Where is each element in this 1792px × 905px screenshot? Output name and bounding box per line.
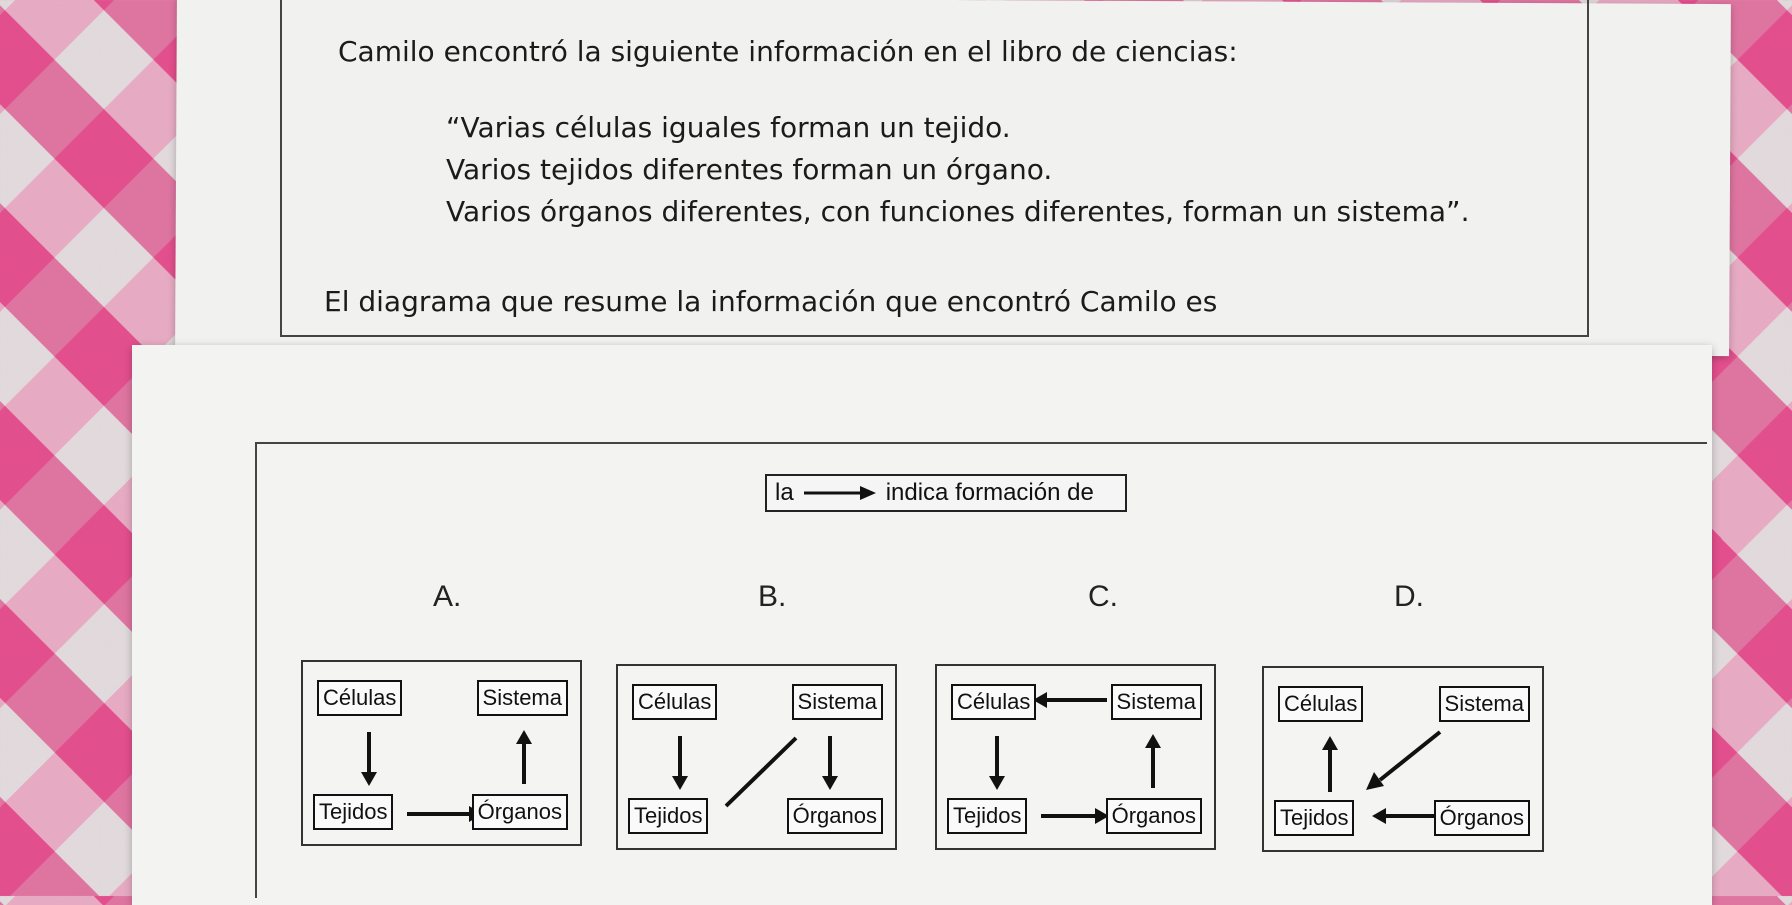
quote-line: Varios tejidos diferentes forman un órgano. (446, 153, 1053, 186)
quote-block (446, 110, 1469, 236)
node-sistema: Sistema (1111, 684, 1202, 720)
node-celulas: Células (1278, 686, 1363, 722)
diagram-option-a[interactable] (301, 660, 582, 846)
question-intro: Camilo encontró la siguiente información en el libro de ciencias: (338, 35, 1238, 68)
node-sistema: Sistema (792, 684, 883, 720)
diagram-option-d[interactable] (1262, 666, 1544, 852)
node-celulas: Células (951, 684, 1036, 720)
diagram-option-c[interactable] (935, 664, 1216, 850)
option-b-letter[interactable]: B. (758, 580, 787, 613)
question-prompt: El diagrama que resume la información que encontró Camilo es (324, 285, 1218, 318)
option-c-letter[interactable]: C. (1088, 580, 1118, 613)
legend-text: indica formación de (885, 479, 1094, 506)
node-organos: Órganos (1106, 798, 1202, 834)
node-tejidos: Tejidos (1274, 800, 1354, 836)
arrow-right-icon (804, 483, 876, 503)
node-organos: Órganos (1434, 800, 1530, 836)
option-d-letter[interactable]: D. (1394, 580, 1424, 613)
node-celulas: Células (632, 684, 717, 720)
node-organos: Órganos (787, 798, 883, 834)
node-organos: Órganos (472, 794, 568, 830)
quote-line: Varios órganos diferentes, con funciones diferentes, forman un sistema”. (446, 195, 1470, 228)
node-tejidos: Tejidos (313, 794, 393, 830)
node-sistema: Sistema (1439, 686, 1530, 722)
legend-prefix: la (775, 479, 794, 506)
node-celulas: Células (317, 680, 402, 716)
option-a-letter[interactable]: A. (433, 580, 462, 613)
node-tejidos: Tejidos (628, 798, 708, 834)
node-sistema: Sistema (477, 680, 568, 716)
legend (765, 474, 1127, 512)
node-tejidos: Tejidos (947, 798, 1027, 834)
diagram-option-b[interactable] (616, 664, 897, 850)
quote-line: “Varias células iguales forman un tejido. (446, 111, 1011, 144)
